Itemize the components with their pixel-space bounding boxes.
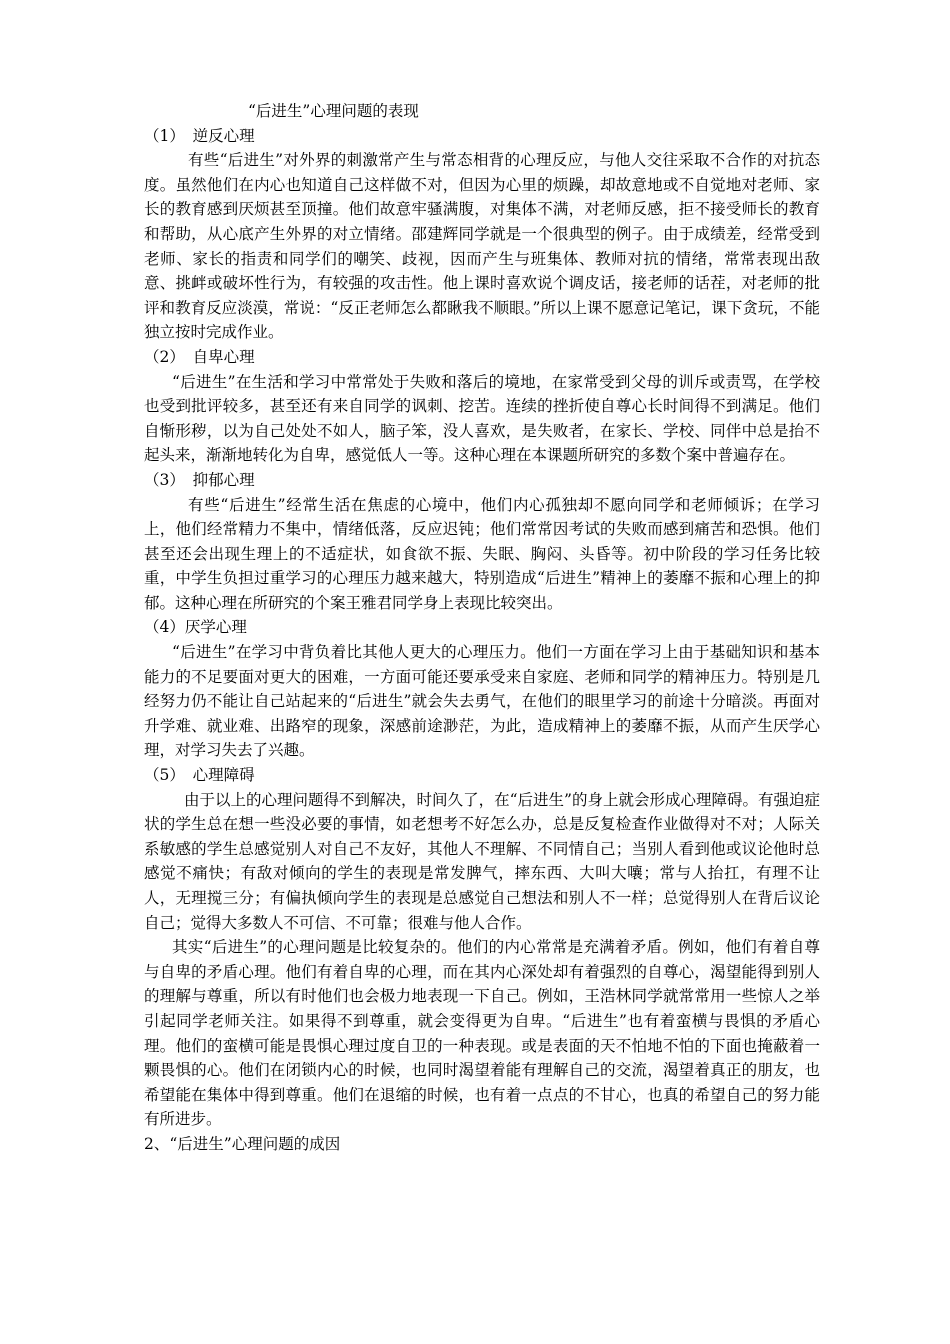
heading-study-aversion: （4）厌学心理: [144, 618, 247, 637]
paragraph-psychological-barrier: 由于以上的心理问题得不到解决，时间久了，在“后进生”的身上就会形成心理障碍。有强迫症状的学生总在想一些没必要的事情，如老想考不好怎么办，总是反复检查作业做得对不对；人际关系敏感的学生总感觉别人对自己不友好，其他人不理解、不同情自己；当别人看到他或议论他时总感觉不痛快；有敌对倾向的学生的表现是常发脾气，摔东西、大叫大嚷；常与人抬扛，有理不让人，无理搅三分；有偏执倾向学生的表现是总感觉自己想法和别人不一样；总觉得别人在背后议论自己；觉得大多数人不可信、不可靠；很难与他人合作。: [144, 790, 820, 932]
paragraph-study-aversion: “后进生”在学习中背负着比其他人更大的心理压力。他们一方面在学习上由于基础知识和基本能力的不足要面对更大的困难，一方面可能还要承受来自家庭、老师和同学的精神压力。特别是几经努力仍不能让自己站起来的“后进生”就会失去勇气，在他们的眼里学习的前途十分暗淡。再面对升学难、就业难、出路窄的现象，深感前途渺茫，为此，造成精神上的萎靡不振，从而产生厌学心理，对学习失去了兴趣。: [144, 643, 820, 760]
paragraph-contradictions: 其实“后进生”的心理问题是比较复杂的。他们的内心常常是充满着矛盾。例如，他们有着自尊与自卑的矛盾心理。他们有着自卑的心理，而在其内心深处却有着强烈的自尊心，渴望能得到别人的理解与尊重，所以有时他们也会极力地表现一下自己。例如，王浩林同学就常常用一些惊人之举引起同学老师关注。如果得不到尊重，就会变得更为自卑。“后进生”也有着蛮横与畏惧的矛盾心理。他们的蛮横可能是畏惧心理过度自卫的一种表现。或是表面的天不怕地不怕的下面也掩蔽着一颗畏惧的心。他们在闭锁内心的时候，也同时渴望着能有理解自己的交流，渴望着真正的朋友，也希望能在集体中得到尊重。他们在退缩的时候，也有着一点点的不甘心，也真的希望自己的努力能有所进步。: [144, 938, 820, 1129]
heading-rebellious: （1） 逆反心理: [144, 126, 255, 145]
heading-depression: （3） 抑郁心理: [144, 470, 255, 489]
heading-inferiority: （2） 自卑心理: [144, 347, 255, 366]
paragraph-inferiority: “后进生”在生活和学习中常常处于失败和落后的境地，在家常受到父母的训斥或责骂，在学校也受到批评较多，甚至还有来自同学的讽刺、挖苦。连续的挫折使自尊心长时间得不到满足。他们自惭形秽，以为自己处处不如人，脑子笨，没人喜欢，是失败者，在家长、学校、同伴中总是抬不起头来，渐渐地转化为自卑，感觉低人一等。这种心理在本课题所研究的多数个案中普遍存在。: [144, 372, 820, 465]
paragraph-rebellious: 有些“后进生”对外界的刺激常产生与常态相背的心理反应，与他人交往采取不合作的对抗态度。虽然他们在内心也知道自己这样做不对，但因为心里的烦躁，却故意地或不自觉地对老师、家长的教育感到厌烦甚至顶撞。他们故意牢骚满腹，对集体不满，对老师反感，拒不接受师长的教育和帮助，从心底产生外界的对立情绪。邵建辉同学就是一个很典型的例子。由于成绩差，经常受到老师、家长的指责和同学们的嘲笑、歧视，因而产生与班集体、教师对抗的情绪，常常表现出敌意、挑衅或破坏性行为，有较强的攻击性。他上课时喜欢说个调皮话，接老师的话茬，对老师的批评和教育反应淡漠，常说：“反正老师怎么都瞅我不顺眼。”所以上课不愿意记笔记，课下贪玩，不能独立按时完成作业。: [144, 151, 820, 342]
section-title: “后进生”心理问题的表现: [248, 102, 419, 120]
document-body: [144, 99, 820, 1157]
heading-causes: 2、“后进生”心理问题的成因: [144, 1134, 341, 1153]
paragraph-depression: 有些“后进生”经常生活在焦虑的心境中，他们内心孤独却不愿向同学和老师倾诉；在学习上，他们经常精力不集中，情绪低落，反应迟钝；他们常常因考试的失败而感到痛苦和恐惧。他们甚至还会出现生理上的不适症状，如食欲不振、失眠、胸闷、头昏等。初中阶段的学习任务比较重，中学生负担过重学习的心理压力越来越大，特别造成“后进生”精神上的萎靡不振和心理上的抑郁。这种心理在所研究的个案王雅君同学身上表现比较突出。: [144, 495, 820, 612]
heading-psychological-barrier: （5） 心理障碍: [144, 766, 255, 785]
